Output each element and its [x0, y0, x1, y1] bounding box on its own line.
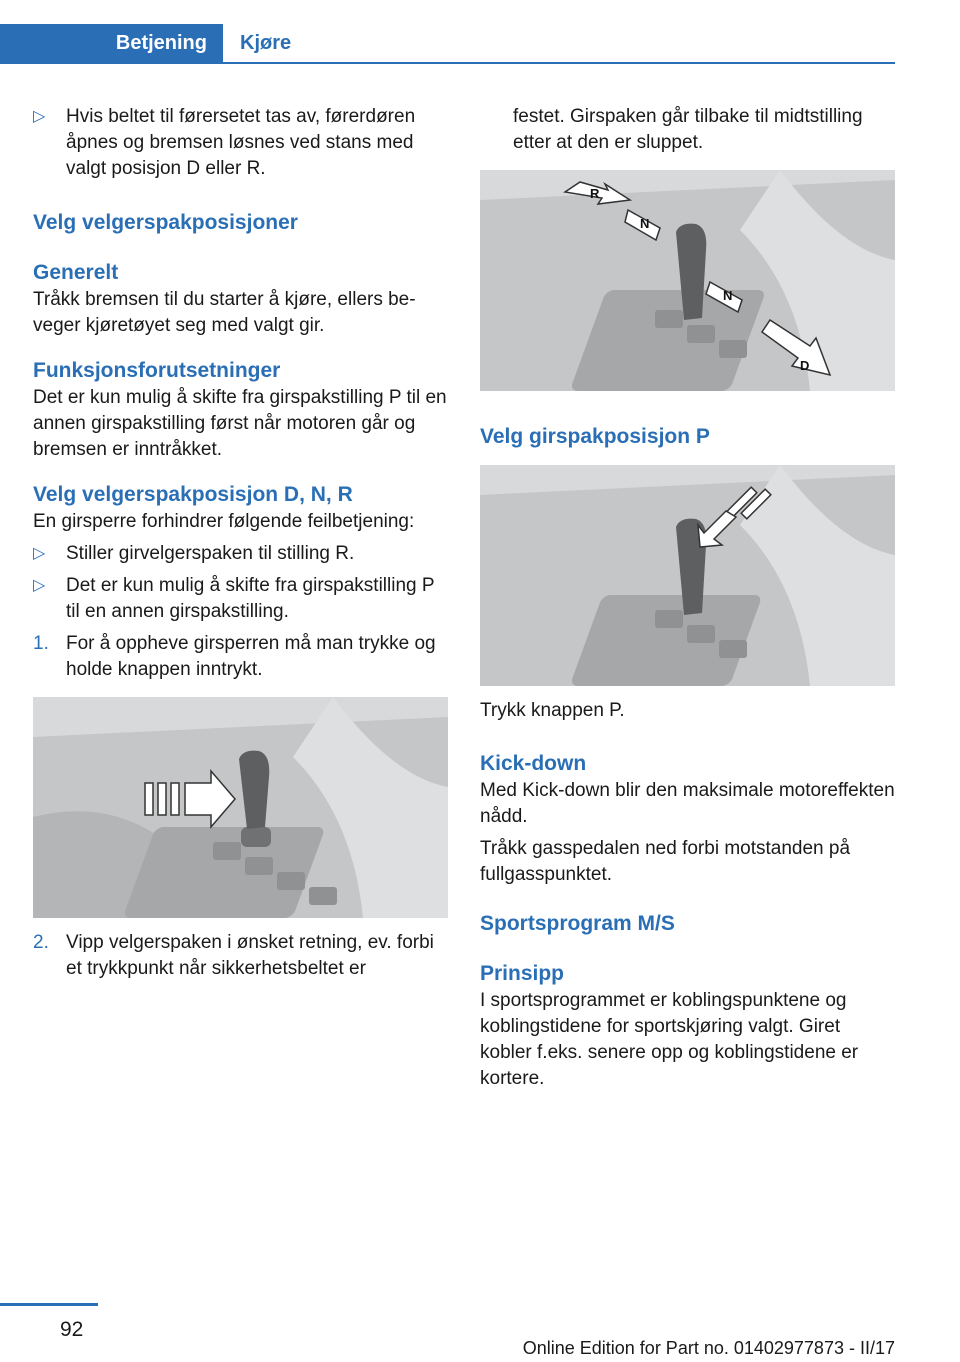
section-heading: Sportsprogram M/S	[480, 912, 675, 935]
tab-betjening[interactable]: Betjening	[0, 24, 223, 62]
paragraph: Tråkk gasspedalen ned forbi motstanden på fullgasspunktet.	[480, 838, 851, 885]
gear-lever-directions-image	[480, 170, 895, 391]
paragraph: Trykk knappen P.	[480, 700, 625, 721]
bullet-text: Stiller girvelgerspaken til stilling R.	[66, 543, 355, 564]
edition-note: Online Edition for Part no. 01402977873 - II/17	[522, 1338, 895, 1358]
chapter-tabs	[0, 24, 895, 64]
gear-lever-park-button-image	[480, 465, 895, 686]
list-item	[33, 930, 448, 982]
subsection-heading: Prinsipp	[480, 962, 565, 985]
step-number: 2.	[33, 932, 49, 953]
paragraph: I sportsprogrammet er koblingspunktene og koblingstidene for sportskjøring valgt. Giret kobler f.eks. senere opp og koblingstidene er kortere.	[480, 990, 859, 1089]
tab-kjore[interactable]: Kjøre	[240, 32, 292, 54]
paragraph: festet. Girspaken går tilbake til midtstilling etter at den er sluppet.	[513, 106, 863, 153]
gear-d-label: D	[800, 358, 810, 373]
paragraph: Det er kun mulig å skifte fra girspakstilling P til en annen girspakstilling først når motoren går og bremsen er inntråkket.	[33, 387, 447, 460]
right-column	[480, 104, 895, 1092]
bullet-text: Det er kun mulig å skifte fra girspakstilling P til en annen girspakstilling.	[66, 575, 435, 622]
step-text: For å oppheve girsperren må man trykke og holde knappen inntrykt.	[66, 633, 436, 680]
left-column	[33, 104, 448, 982]
section-heading: Velg velgerspakposisjoner	[33, 211, 298, 234]
paragraph: Med Kick-down blir den maksimale motoreffekten nådd.	[480, 780, 895, 827]
list-item	[33, 541, 448, 567]
footer-rule	[0, 1303, 98, 1306]
step-text: Vipp velgerspaken i ønsket retning, ev. forbi et trykkpunkt når sikkerhetsbeltet er	[66, 932, 434, 979]
gear-r-label: R	[590, 186, 600, 201]
triangle-bullet-icon: ▷	[33, 108, 46, 125]
step-number: 1.	[33, 633, 49, 654]
list-item	[33, 573, 448, 625]
triangle-bullet-icon: ▷	[33, 545, 46, 562]
gear-n-label: N	[723, 288, 733, 303]
bullet-text: Hvis beltet til førersetet tas av, førerdøren åpnes og bremsen løsnes ved stans med valgt posisjon D eller R.	[66, 106, 416, 179]
list-item	[33, 631, 448, 683]
triangle-bullet-icon: ▷	[33, 577, 46, 594]
section-heading: Velg girspakposisjon P	[480, 425, 710, 448]
subsection-heading: Generelt	[33, 261, 119, 284]
gear-lever-press-button-image	[33, 697, 448, 918]
gear-n-label: N	[640, 216, 650, 231]
subsection-heading: Funksjonsforutsetninger	[33, 359, 281, 382]
paragraph: Tråkk bremsen til du starter å kjøre, ellers beveger kjøretøyet seg med valgt gir.	[33, 289, 416, 336]
page-number: 92	[60, 1318, 84, 1341]
section-heading: Kick-down	[480, 752, 587, 775]
list-item	[33, 104, 448, 182]
paragraph: En girsperre forhindrer følgende feilbetjening:	[33, 511, 415, 532]
subsection-heading: Velg velgerspakposisjon D, N, R	[33, 483, 353, 506]
